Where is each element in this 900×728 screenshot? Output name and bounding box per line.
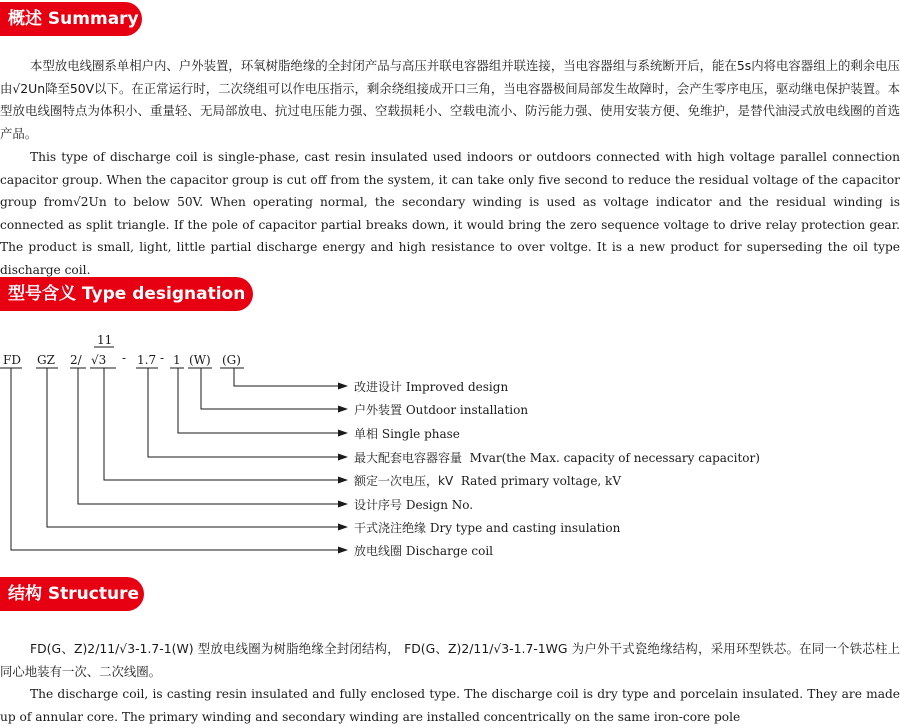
section-header-type-designation: 型号含义 Type designation (0, 277, 253, 311)
arrow-6 (338, 501, 348, 508)
leader-single-phase (178, 368, 340, 433)
leader-improved (234, 368, 340, 386)
arrow-4 (338, 454, 348, 461)
code-capacity: 1.7 (137, 353, 157, 367)
leader-voltage (104, 368, 340, 480)
leader-casting (47, 368, 340, 527)
section-header-summary: 概述 Summary (0, 2, 142, 36)
desc-max-capacity: 最大配套电容器容量 Mvar(the Max. capacity of necessary capacitor) (354, 451, 760, 465)
summary-english-paragraph: This type of discharge coil is single-phase, cast resin insulated used indoors or outdoors connected with high voltage parallel connection capacitor group. When the capacitor group is cut off from the system, it can take only five second to reduce the residual voltage of the capacitor group from√2Un to below 50V. When operating normal, the secondary winding is used as voltage indicator and the residual winding is connected as split triangle. If the pole of capacitor partial breaks down, it would bring the zero sequence voltage to drive relay protection gear. The product is small, light, little partial discharge energy and high resistance to over voltge. It is a new product for superseding the oil type discharge coil. (0, 150, 900, 277)
leader-design-no (78, 368, 340, 504)
code-fd: FD (3, 353, 21, 367)
arrow-7 (338, 524, 348, 531)
code-voltage-numerator: 11 (97, 333, 113, 347)
arrow-3 (338, 430, 348, 437)
code-dash-2: - (160, 351, 165, 365)
leader-outdoor (201, 368, 340, 409)
arrow-2 (338, 406, 348, 413)
desc-rated-voltage: 额定一次电压，kV Rated primary voltage, kV (354, 474, 621, 488)
arrow-1 (338, 383, 348, 390)
desc-improved-design: 改进设计 Improved design (354, 380, 509, 394)
desc-design-no: 设计序号 Design No. (354, 498, 474, 512)
leader-discharge-coil (11, 368, 340, 550)
summary-chinese-paragraph: 本型放电线圈系单相户内、户外装置，环氧树脂绝缘的全封闭产品与高压并联电容器组并联连接，当电容器组与系统断开后，能在5s内将电容器组上的剩余电压由√2Un降至50V以下。在正常运行时，二次绕组可以作电压指示，剩余绕组接成开口三角，当电容器极间局部发生故障时，会产生零序电压，驱动继电保护装置。本型放电线圈特点为体积小、重量轻、无局部放电、抗过电压能力强、空载损耗小、空载电流小、防污能力强、使用安装方便、免维护，是替代油浸式放电线圈的首选产品。 (0, 58, 900, 141)
designation-leader-lines (0, 330, 360, 560)
section-header-structure: 结构 Structure (0, 577, 144, 611)
code-outdoor: (W) (189, 353, 211, 367)
structure-chinese-paragraph: FD(G、Z)2/11/√3-1.7-1(W) 型放电线圈为树脂绝缘全封闭结构， FD(G、Z)2/11/√3-1.7-1WG 为户外干式瓷绝缘结构，采用环型铁芯。在同一个铁芯柱上同心地装有一次、二次线圈。 (0, 641, 900, 679)
code-single-phase: 1 (173, 353, 181, 367)
arrow-5 (338, 477, 348, 484)
code-dash-1: - (122, 351, 127, 365)
code-design-no: 2/ (70, 353, 82, 367)
desc-outdoor-installation: 户外装置 Outdoor installation (354, 403, 529, 417)
arrow-8 (338, 547, 348, 554)
leader-capacity (148, 368, 340, 457)
code-improved: (G) (222, 353, 241, 367)
structure-english-paragraph: The discharge coil, is casting resin insulated and fully enclosed type. The discharge coil is dry type and porcelain insulated. They are made up of annular core. The primary winding and secondary winding are installed concentrically on the same iron-core pole (0, 687, 900, 724)
desc-casting-insulation: 干式浇注绝缘 Dry type and casting insulation (354, 521, 621, 535)
code-voltage-denominator: √3 (91, 353, 107, 367)
desc-single-phase: 单相 Single phase (354, 427, 460, 441)
code-gz: GZ (37, 353, 55, 367)
desc-discharge-coil: 放电线圈 Discharge coil (354, 544, 494, 558)
